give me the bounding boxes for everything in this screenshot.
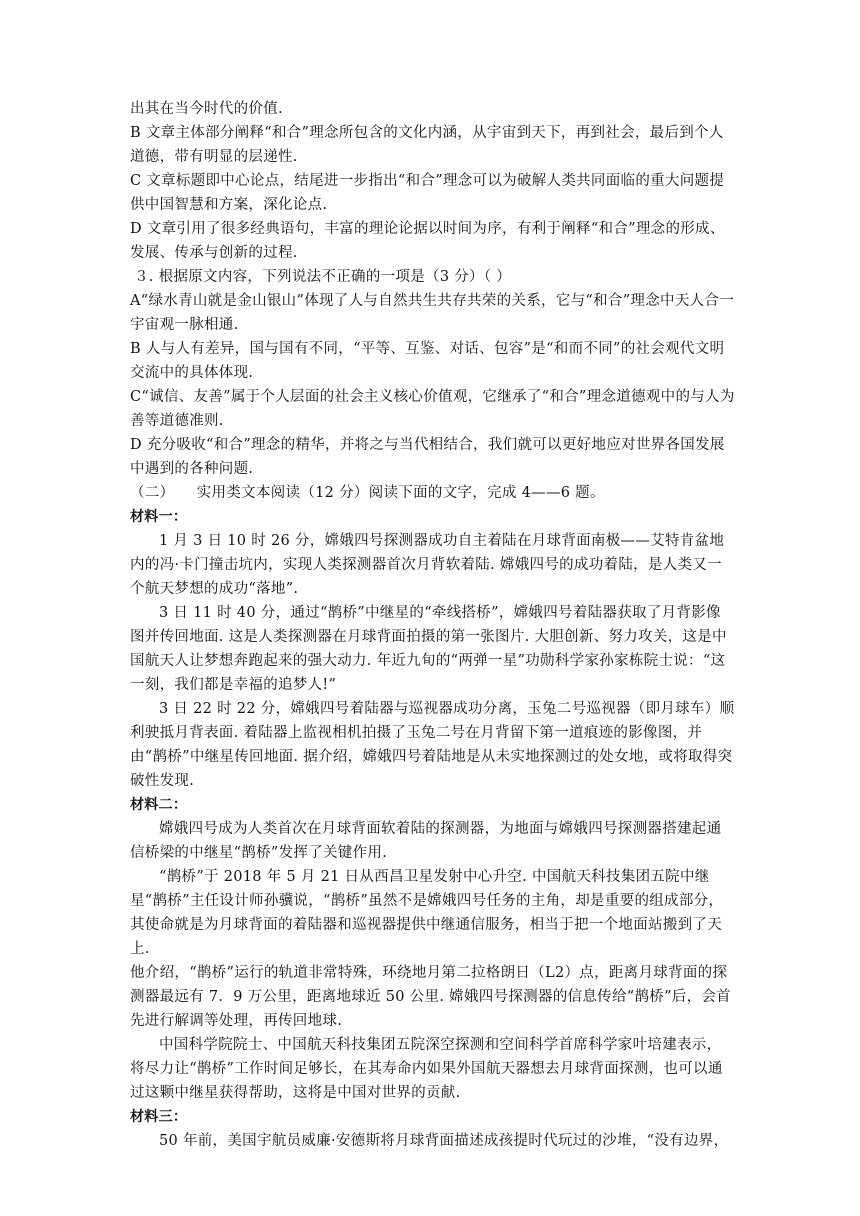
material2-paragraph-4: 中国科学院院士、中国航天科技集团五院深空探测和空间科学首席科学家叶培建表示，将尽力让“鹊桥”工作时间足够长，在其寿命内如果外国航天器想去月球背面探测，也可以通过这颗中继星获得帮助，这将是中国对世界的贡献. — [130, 1037, 723, 1101]
material2-paragraph-3: 他介绍，“鹊桥”运行的轨道非常特殊，环绕地月第二拉格朗日（L2）点，距离月球背面的探测器最远有 7．9 万公里，距离地球近 50 公里. 嫦娥四号探测器的信息传给“鹊桥”后，会首先进行解调等处理，再传回地球. — [130, 965, 731, 1029]
q3-option-d: D 充分吸收“和合”理念的精华，并将之与当代相结合，我们就可以更好地应对世界各国发展中遇到的各种问题. — [130, 437, 725, 477]
material1-paragraph-3: 3 日 22 时 22 分，嫦娥四号着陆器与巡视器成功分离，玉兔二号巡视器（即月球车）顺利驶抵月背表面. 着陆器上监视相机拍摄了玉兔二号在月背留下第一道痕迹的影像图，并由“鹊桥”中继星传回地面. 据介绍，嫦娥四号着陆地是从未实地探测过的处女地，或将取得突破性发现. — [130, 701, 735, 789]
q3-option-c: C“诚信、友善”属于个人层面的社会主义核心价值观，它继承了“和合”理念道德观中的与人为善等道德准则. — [130, 389, 735, 429]
q2-option-d: D 文章引用了很多经典语句，丰富的理论论据以时间为序，有利于阐释“和合”理念的形成、发展、传承与创新的过程. — [130, 221, 725, 261]
q2-option-c: C 文章标题即中心论点，结尾进一步指出“和合”理念可以为破解人类共同面临的重大问题提供中国智慧和方案，深化论点. — [130, 173, 725, 213]
q2-option-b: B 文章主体部分阐释“和合”理念所包含的文化内涵，从宇宙到天下，再到社会，最后到个人道德，带有明显的层递性. — [130, 125, 724, 165]
material1-paragraph-1: 1 月 3 日 10 时 26 分，嫦娥四号探测器成功自主着陆在月球背面南极——艾特肯盆地内的冯·卡门撞击坑内，实现人类探测器首次月背软着陆. 嫦娥四号的成功着陆，是人类又一个航天梦想的成功“落地”. — [130, 533, 725, 597]
material2-paragraph-1: 嫦娥四号成为人类首次在月球背面软着陆的探测器，为地面与嫦娥四号探测器搭建起通信桥梁的中继星“鹊桥”发挥了关键作用. — [130, 821, 722, 861]
q3-option-b: B 人与人有差异，国与国有不同，“平等、互鉴、对话、包容”是“和而不同”的社会观代文明交流中的具体体现. — [130, 341, 725, 381]
material1-title: 材料一： — [130, 509, 188, 525]
text-column — [130, 97, 735, 1153]
material3-paragraph-1: 50 年前，美国宇航员威廉·安德斯将月球背面描述成孩提时代玩过的沙堆，“没有边界， — [159, 1133, 729, 1149]
material2-title: 材料二： — [130, 797, 188, 813]
material2-paragraph-2: “鹊桥”于 2018 年 5 月 21 日从西昌卫星发射中心升空. 中国航天科技集团五院中继星“鹊桥”主任设计师孙骥说，“鹊桥”虽然不是嫦娥四号任务的主角，却是重要的组成部分，其使命就是为月球背面的着陆器和巡视器提供中继通信服务，相当于把一个地面站搬到了天上. — [130, 869, 724, 957]
q2-continuation: 出其在当今时代的价值. — [130, 101, 283, 117]
material1-paragraph-2: 3 日 11 时 40 分，通过“鹊桥”中继星的“牵线搭桥”，嫦娥四号着陆器获取了月背影像图并传回地面. 这是人类探测器在月球背面拍摄的第一张图片. 大胆创新、努力攻关，这是中国航天人让梦想奔跑起来的强大动力. 年近九旬的“两弹一星”功勋科学家孙家栋院士说：“这一刻，我们都是幸福的追梦人!” — [130, 605, 727, 693]
q3-stem: ３. 根据原文内容，下列说法不正确的一项是（3 分）（ ） — [134, 269, 512, 285]
q3-option-a: A“绿水青山就是金山银山”体现了人与自然共生共存共荣的关系，它与“和合”理念中天人合一宇宙观一脉相通. — [130, 293, 735, 333]
material3-title: 材料三： — [130, 1109, 188, 1125]
part2-heading: （二） 实用类文本阅读（12 分）阅读下面的文字，完成 4——6 题。 — [130, 485, 605, 501]
